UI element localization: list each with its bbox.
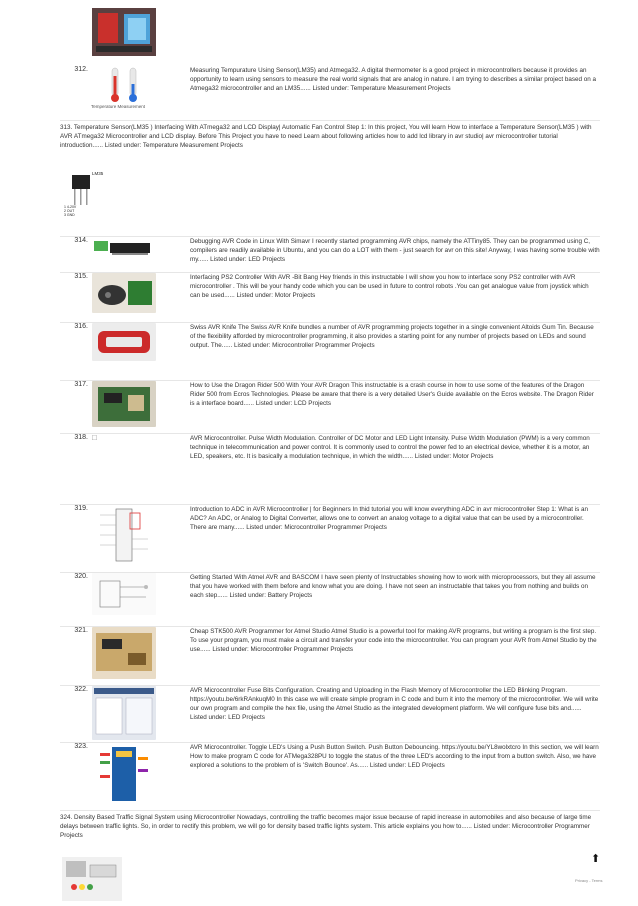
item-description: Debugging AVR Code in Linux With Simavr I recently started programming AVR chips, namely the ATTiny85. They can be programmed using C, compilers are readily available in Ubuntu, and you can do a LOT with them - just search for avr on this site! Anyway, I was having some trouble with my...... Listed under: LED Projects	[190, 238, 600, 263]
item-thumbnail[interactable]	[92, 627, 156, 679]
item-description: AVR Microcontroller. Pulse Width Modulation. Controller of DC Motor and LED Light Intensity. Pulse Width Modulation (PWM) is a very common technique in telecommunication and power control. It is commonly used to control the power fed to an electrical device, whether it is a motor, an LED, speakers, etc. It is basically a modulation technique, in which the width...... Listed under: Motor Projects	[190, 435, 590, 460]
item-thumbnail[interactable]	[62, 857, 122, 901]
item-number: 323.	[74, 743, 88, 750]
item-number: 317.	[74, 381, 88, 388]
pin-labels: 1 4-20V 2 OUT 3 GND	[64, 205, 77, 217]
item-thumbnail[interactable]	[92, 237, 156, 263]
item-thumbnail[interactable]	[92, 743, 156, 805]
list-item	[60, 742, 600, 803]
altoids-tin-icon	[92, 323, 156, 361]
item-thumbnail[interactable]	[62, 169, 112, 217]
item-number: 321.	[74, 627, 88, 634]
item-thumbnail[interactable]	[92, 381, 156, 427]
list-item	[60, 685, 600, 740]
atmel-studio-screenshot-icon	[92, 686, 156, 740]
item-number: 320.	[74, 573, 88, 580]
item-number: 322.	[74, 686, 88, 693]
list-item	[60, 572, 600, 623]
list-item	[60, 433, 600, 498]
sensor-label: LM35	[92, 171, 104, 176]
list-item	[60, 810, 603, 901]
item-number: 324.	[60, 814, 73, 821]
list-item	[60, 380, 600, 431]
stk500-programmer-icon	[92, 627, 156, 679]
item-thumbnail[interactable]	[92, 323, 156, 361]
item-number: 312.	[74, 66, 88, 73]
list-item	[60, 504, 600, 569]
list-item	[60, 322, 600, 369]
item-description: AVR Microcontroller Fuse Bits Configuration. Creating and Uploading in the Flash Memory of Microcontroller the LED Blinking Program. https://youtu.be/6rkRAnkuqM0 In this case we will create simple program in C code and burn it into the memory of the microcontroller. We will write our own program and compile the hex file, using the Atmel Studio as the integrated development platform. We will configure fuse bits and...... Listed under: LED Projects	[190, 687, 599, 721]
item-number: 316.	[74, 323, 88, 330]
item-description: Measuring Tempurature Using Sensor(LM35) and Atmega32. A digital thermometer is a good project in microcontrollers because it provides an opportunity to learn using sensors to measure the real world signals that are analog in nature. I am trying to describes a similar project based on a Atmega32 microcontroller and an LM35...... Listed under: Temperature Measurement Projects	[190, 67, 597, 92]
item-thumbnail[interactable]	[92, 573, 156, 615]
broken-image-icon[interactable]: □	[92, 433, 97, 442]
item-number: 319.	[74, 505, 88, 512]
item-description	[60, 811, 600, 840]
item-number: 315.	[74, 273, 88, 280]
item-description: Introduction to ADC in AVR Microcontroller | for Beginners In thid tutorial you will know everything ADC in avr microcontroller Step 1: What is an ADC? An ADC, or Analog to Digital Converter, allows one to convert an analog voltage to a digital value that can be used by a microcontroller. There are many...... Listed under: Microcontroller Programmer Projects	[190, 506, 589, 531]
pinout-diagram-icon	[92, 505, 156, 565]
item-number: 313.	[60, 124, 73, 131]
item-description: Swiss AVR Knife The Swiss AVR Knife bundles a number of AVR programming projects together in a single convenient Altoids Gum Tin. Because of the flexibility afforded by microcontroller programming, it also provides a starting point for any number of projects based on LEDs and sound output. The...... Listed under: Microcontroller Programmer Projects	[190, 324, 594, 349]
item-thumbnail[interactable]	[92, 505, 156, 565]
top-thumbnail	[92, 8, 156, 56]
item-description: Cheap STK500 AVR Programmer for Atmel Studio Atmel Studio is a powerful tool for making AVR programs, but writing a program is the first step. To use your program, you must make a circuit and transfer your code into the microcontroller. You can program your AVR from Atmel Studio by the use...... Listed under: Microcontroller Programmer Projects	[190, 628, 597, 653]
list-item	[60, 120, 600, 231]
item-text: Temperature Sensor(LM35 ) Interfacing With ATmega32 and LCD Display| Automatic Fan Control Step 1: In this project, You will learn How to interface a Temperature Sensor(LM35 ) with AVR ATmega32 Microcontroller and LCD display. Before This Project you have to need Learn about following articles how to add lcd library in avr studio| avr microcontroller tutorial introduction...... Listed under: Temperature Measurement Projects	[60, 124, 592, 149]
item-number: 314.	[74, 237, 88, 244]
arduino-pinout-icon	[92, 743, 156, 805]
item-text: Density Based Traffic Signal System using Microcontroller Nowadays, controlling the traffic becomes major issue because of rapid increase in automobiles and also because of large time delays between traffic lights. So, in order to rectify this problem, we will go for density based traffic lights system. This article explains you how to...... Listed under: Microcontroller Programmer Projects	[60, 814, 592, 839]
circuit-thumbnail-icon	[92, 8, 156, 56]
item-description: Interfacing PS2 Controller With AVR -Bit Bang Hey friends in this instructable I will show you how to interface sony PS2 controller with AVR microcontroller . This will be your handy code which you can be used in future to control robots .You can get analogue value from joystick which can be used...... Listed under: Motor Projects	[190, 274, 589, 299]
item-thumbnail[interactable]	[92, 273, 156, 313]
item-description	[60, 121, 600, 150]
traffic-circuit-icon	[62, 857, 122, 901]
schematic-icon	[92, 573, 156, 615]
list-item	[60, 272, 600, 311]
dragon-rider-board-icon	[92, 381, 156, 427]
ps2-controller-icon	[92, 273, 156, 313]
footer-links[interactable]: Privacy - Terms	[575, 878, 603, 883]
item-number: 318.	[74, 434, 88, 441]
item-description: How to Use the Dragon Rider 500 With Your AVR Dragon This instructable is a crash course in how to use some of the features of the Dragon Rider 500 from Ecros Technologies. Please be aware that there is a very detailed User's Guide available on the Ecros website. The Dragon Rider is a interface board...... Listed under: LCD Projects	[190, 382, 594, 407]
item-thumbnail[interactable]	[92, 686, 156, 740]
thumbnail-caption: Temperature Measurement	[90, 104, 146, 109]
scroll-to-top-icon[interactable]: ⬆	[591, 853, 601, 865]
list-item	[60, 66, 600, 110]
avr-chip-icon	[92, 237, 156, 263]
list-item	[60, 236, 600, 269]
item-description: AVR Microcontroller. Toggle LED's Using a Push Button Switch. Push Button Debouncing. https://youtu.be/YL8wolxtcro In this section, we will learn How to make program C code for ATMega328PU to toggle the status of the three LED's according to the input from a button switch. Also, we have explored a solutions to the problem of is 'Switch Bounce'. As...... Listed under: LED Projects	[190, 744, 599, 769]
item-description: Getting Started With Atmel AVR and BASCOM I have seen plenty of Instructables showing how to work with microprocessors, but they all assume that you have worked with them before and know what you are doing. I have not seen an instructable that takes you from nothing and builds on each step...... Listed under: Battery Projects	[190, 574, 596, 599]
list-item	[60, 626, 600, 683]
